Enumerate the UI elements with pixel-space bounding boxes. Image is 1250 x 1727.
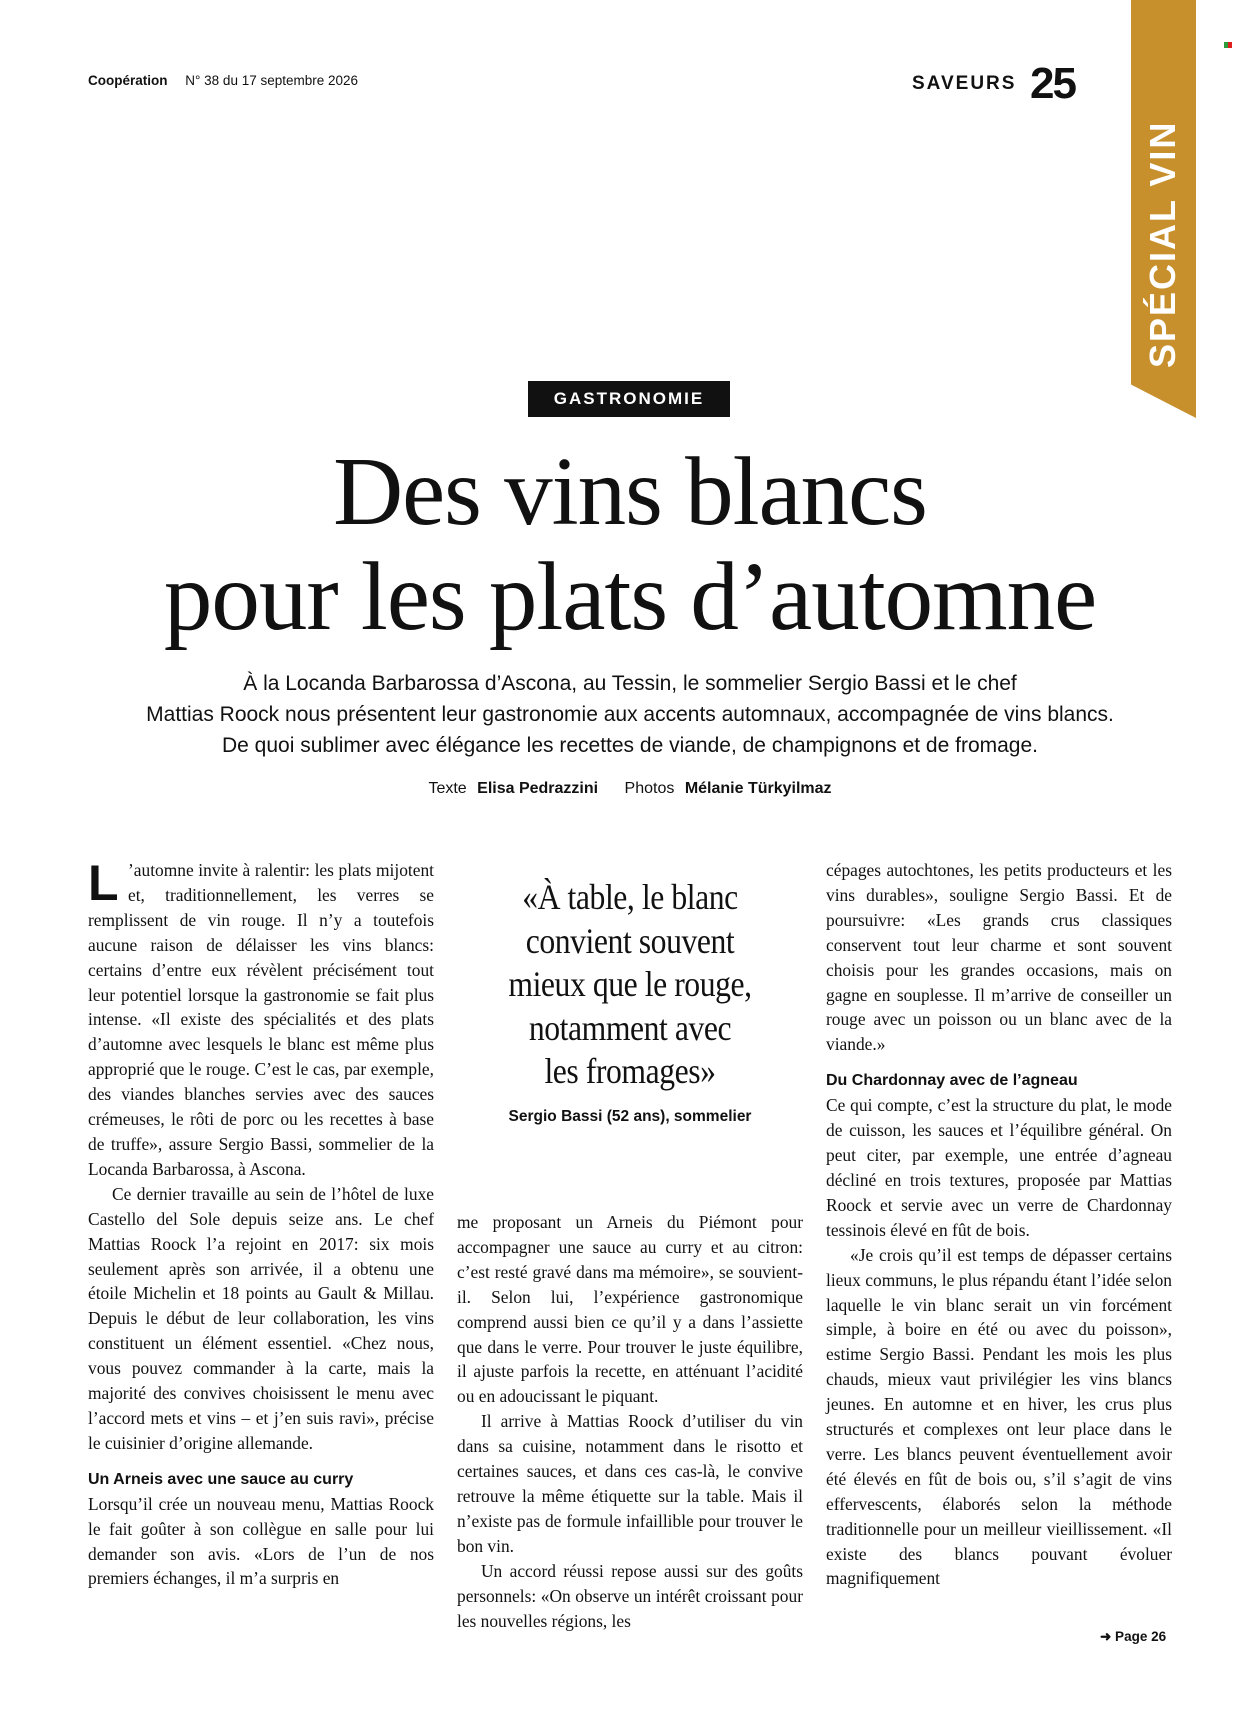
subheading: Un Arneis avec une sauce au curry bbox=[88, 1470, 354, 1488]
text-author: Elisa Pedrazzini bbox=[477, 780, 599, 797]
special-label: SPÉCIAL VIN bbox=[1142, 120, 1183, 368]
headline-line: Des vins blancs bbox=[333, 438, 927, 545]
drop-cap: L bbox=[88, 855, 119, 911]
paragraph: cépages autochtones, les petits producteurs et les vins durables», souligne Sergio Bassi. Et de poursuivre: «Les grands crus classiques conservent tout leur charme et sont souvent choisis pour les grandes occasions, mais on gagne en souplesse. Il m’arrive de conseiller un rouge avec un poisson ou un blanc avec de la viande.» bbox=[826, 860, 1172, 1055]
paragraph: Lorsqu’il crée un nouveau menu, Mattias Roock le fait goûter à son collègue en salle pour lui demander son avis. «Lors de l’un de nos premiers échanges, il m’a surpris en bbox=[88, 1493, 434, 1589]
pull-quote bbox=[457, 876, 803, 1126]
section-label: SAVEURS bbox=[912, 73, 1017, 94]
paragraph: Il arrive à Mattias Roock d’utiliser du vin dans sa cuisine, notamment dans le risotto et certaines sauces, et dans ces cas-là, le convive retrouve la même étiquette sur la table. Mais il n’existe pas de formule infaillible pour trouver le bon vin. bbox=[457, 1411, 803, 1556]
subheading: Du Chardonnay avec de l’agneau bbox=[826, 1072, 1078, 1090]
byline bbox=[60, 780, 1200, 798]
quote-line: convient souvent bbox=[525, 920, 735, 961]
text-credit-label: Texte bbox=[428, 780, 467, 797]
continued-on-page-link[interactable]: ➜ Page 26 bbox=[1100, 1629, 1167, 1644]
article-column-2 bbox=[457, 1210, 803, 1633]
page-number: 25 bbox=[1030, 59, 1075, 108]
standfirst-line: À la Locanda Barbarossa d’Ascona, au Tessin, le sommelier Sergio Bassi et le chef bbox=[243, 672, 1017, 695]
article-column-1 bbox=[88, 855, 434, 1591]
issue-date: N° 38 du 17 septembre 2026 bbox=[185, 73, 359, 88]
standfirst-line: Mattias Roock nous présentent leur gastronomie aux accents automnaux, accompagnée de vins blancs. bbox=[146, 703, 1114, 726]
flag-icon bbox=[1224, 35, 1232, 41]
standfirst-line: De quoi sublimer avec élégance les recettes de viande, de champignons et de fromage. bbox=[222, 734, 1038, 757]
kicker-badge: GASTRONOMIE bbox=[528, 381, 730, 417]
publication-name: Coopération bbox=[88, 73, 168, 88]
paragraph: Ce qui compte, c’est la structure du plat, le mode de cuisson, les sauces et l’équilibre général. On peut citer, par exemple, une entrée d’agneau décliné en trois textures, proposée par Mattias Roock et servie avec un verre de Chardonnay tessinois élevé en fût de bois. bbox=[826, 1095, 1172, 1240]
photo-author: Mélanie Türkyilmaz bbox=[684, 780, 832, 797]
headline bbox=[60, 440, 1200, 650]
paragraph: me proposant un Arneis du Piémont pour accompagner une sauce au curry et au citron: c’est resté gravé dans ma mémoire», se souvient-il. Selon lui, l’expérience gastronomique comprend aussi bien ce qu’il y a dans l’assiette que dans le verre. Pour trouver le juste équilibre, il ajuste parfois la recette, en atténuant l’acidité ou en adoucissant le piquant. bbox=[457, 1212, 803, 1407]
paragraph: «Je crois qu’il est temps de dépasser certains lieux communs, le plus répandu étant l’idée selon laquelle le vin blanc serait un vin forcément simple, à boire en été ou avec du poisson», estime Sergio Bassi. Pendant les mois les plus chauds, mieux vaut privilégier les vins blancs jeunes. En automne et en hiver, les crus plus structurés et complexes ont leur place dans le verre. Les blancs peuvent éventuellement avoir été élevés en fût de bois ou, s’il s’agit de vins effervescents, élaborés selon la méthode traditionnelle pour un meilleur vieillissement. «Il existe des blancs pouvant évoluer magnifiquement bbox=[826, 1244, 1172, 1589]
paragraph: ’automne invite à ralentir: les plats mijotent et, traditionnellement, les verres se remplissent de vin rouge. Il n’y a toutefois aucune raison de délaisser les vins blancs: certains d’entre eux révèlent précisément tout leur potentiel lorsque la gastronomie se fait plus intense. «Il existe des spécialités et des plats d’automne avec lesquels le blanc est même plus approprié que le rouge. C’est le cas, par exemple, des viandes blanches servies avec des sauces crémeuses, le rôti de porc ou les recettes à base de truffe», assure Sergio Bassi, sommelier de la Locanda Barbarossa, à Ascona. bbox=[88, 860, 434, 1179]
quote-attribution: Sergio Bassi (52 ans), sommelier bbox=[508, 1107, 752, 1125]
paragraph: Ce dernier travaille au sein de l’hôtel de luxe Castello del Sole depuis seize ans. Le chef Mattias Roock l’a rejoint en 2017: six mois seulement après son arrivée, il a obtenu une étoile Michelin et 18 points au Gault & Millau. Depuis le début de leur collaboration, les vins constituent un élément essentiel. «Chez nous, vous pouvez commander à la carte, mais la majorité des convives choisissent le menu avec l’accord mets et vins – et j’en suis ravi», précise le cuisinier d’origine allemande. bbox=[88, 1183, 434, 1453]
headline-line: pour les plats d’automne bbox=[163, 542, 1097, 650]
publication-header bbox=[88, 73, 358, 88]
photo-credit-label: Photos bbox=[624, 780, 675, 797]
quote-line: les fromages» bbox=[544, 1051, 716, 1091]
quote-line: notamment avec bbox=[528, 1007, 732, 1048]
article-column-3 bbox=[826, 858, 1172, 1591]
quote-line: mieux que le rouge, bbox=[508, 964, 752, 1004]
paragraph: Un accord réussi repose aussi sur des goûts personnels: «On observe un intérêt croissant pour les nouvelles régions, les bbox=[457, 1560, 803, 1631]
standfirst bbox=[60, 668, 1200, 761]
quote-line: «À table, le blanc bbox=[522, 877, 738, 917]
